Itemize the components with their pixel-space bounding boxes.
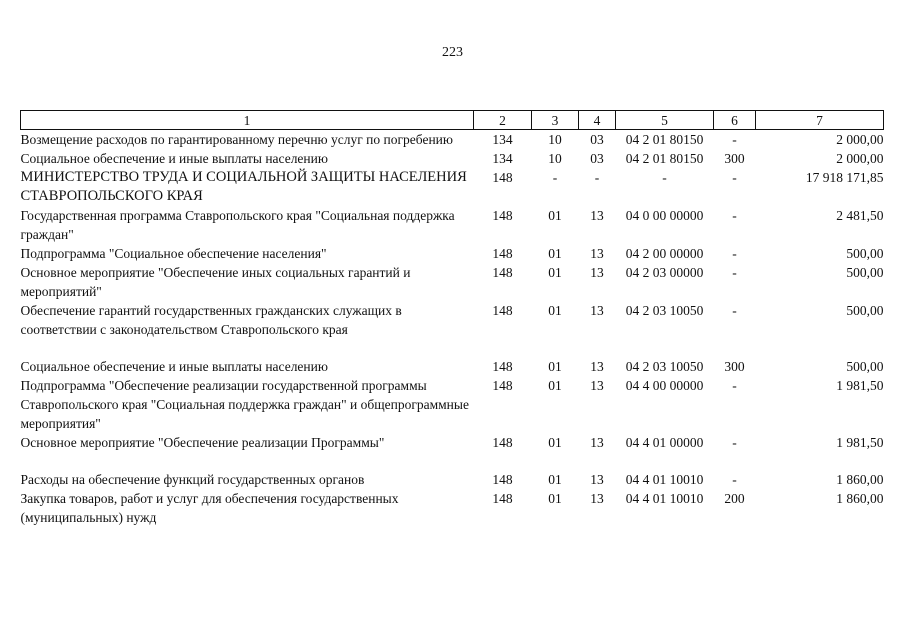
row-grbs: 148 (492, 246, 513, 261)
row-expense-type: 200 (724, 491, 745, 506)
row-section: 10 (548, 151, 562, 166)
row-subsection: 13 (590, 246, 604, 261)
row-amount: 2 000,00 (836, 132, 884, 147)
row-name: Подпрограмма "Обеспечение реализации государственной программы Ставропольского края "Социальная поддержка граждан" и общепрограммные мероприятия" (20, 378, 469, 431)
row-target-article: 04 4 01 10010 (625, 491, 704, 506)
row-expense-type: - (732, 170, 737, 185)
row-grbs: 148 (492, 491, 513, 506)
table-row (21, 357, 884, 376)
row-amount: 500,00 (846, 246, 884, 261)
row-grbs: 148 (492, 378, 513, 393)
row-subsection: 13 (590, 359, 604, 374)
row-grbs: 148 (492, 265, 513, 280)
row-amount: 500,00 (846, 359, 884, 374)
row-expense-type: - (732, 265, 737, 280)
budget-table (20, 110, 884, 527)
header-col-4: 4 (579, 111, 616, 130)
row-section: 01 (548, 472, 562, 487)
row-amount: 2 481,50 (836, 208, 884, 223)
row-grbs: 148 (492, 208, 513, 223)
row-section: - (552, 170, 558, 185)
header-col-7: 7 (756, 111, 884, 130)
row-expense-type: - (732, 208, 737, 223)
row-section: 01 (548, 491, 562, 506)
page-number: 223 (442, 45, 463, 60)
row-name: Обеспечение гарантий государственных гражданских служащих в соответствии с законодательством Ставропольского края (20, 303, 402, 337)
row-name: Закупка товаров, работ и услуг для обеспечения государственных (муниципальных) нужд (20, 491, 399, 525)
table-body (21, 130, 884, 528)
header-col-1: 1 (21, 111, 474, 130)
row-section: 01 (548, 246, 562, 261)
row-expense-type: 300 (724, 151, 745, 166)
row-section: 01 (548, 208, 562, 223)
header-col-6: 6 (714, 111, 756, 130)
row-name: Расходы на обеспечение функций государственных органов (20, 472, 365, 487)
row-target-article: 04 4 01 10010 (625, 472, 704, 487)
row-section: 01 (548, 303, 562, 318)
row-target-article: - (662, 170, 667, 185)
row-expense-type: - (732, 246, 737, 261)
row-amount: 1 981,50 (836, 378, 884, 393)
row-amount: 1 981,50 (836, 435, 884, 450)
row-subsection: - (594, 170, 600, 185)
row-target-article: 04 2 03 00000 (625, 265, 704, 280)
row-target-article: 04 4 01 00000 (625, 435, 704, 450)
row-target-article: 04 4 00 00000 (625, 378, 704, 393)
row-name: МИНИСТЕРСТВО ТРУДА И СОЦИАЛЬНОЙ ЗАЩИТЫ НАСЕЛЕНИЯ СТАВРОПОЛЬСКОГО КРАЯ (20, 169, 467, 204)
row-grbs: 148 (492, 359, 513, 374)
row-grbs: 148 (492, 472, 513, 487)
row-name: Социальное обеспечение и иные выплаты населению (20, 151, 328, 166)
row-grbs: 148 (492, 303, 513, 318)
row-expense-type: 300 (724, 359, 745, 374)
row-target-article: 04 2 03 10050 (625, 303, 704, 318)
row-subsection: 13 (590, 435, 604, 450)
row-target-article: 04 2 01 80150 (625, 151, 704, 166)
row-section: 01 (548, 265, 562, 280)
row-target-article: 04 2 00 00000 (625, 246, 704, 261)
row-section: 01 (548, 359, 562, 374)
table-row (21, 244, 884, 263)
row-amount: 2 000,00 (836, 151, 884, 166)
table-row (21, 470, 884, 489)
row-subsection: 03 (590, 132, 604, 147)
row-amount: 17 918 171,85 (805, 170, 884, 185)
table-row (21, 168, 884, 206)
table-row (21, 489, 884, 527)
row-subsection: 13 (590, 265, 604, 280)
row-target-article: 04 2 03 10050 (625, 359, 704, 374)
header-col-5: 5 (616, 111, 714, 130)
header-row (21, 111, 884, 130)
row-grbs: 134 (492, 132, 513, 147)
row-grbs: 134 (492, 151, 513, 166)
row-expense-type: - (732, 378, 737, 393)
row-section: 01 (548, 435, 562, 450)
row-amount: 1 860,00 (836, 472, 884, 487)
row-subsection: 13 (590, 472, 604, 487)
table-row (21, 376, 884, 433)
row-target-article: 04 0 00 00000 (625, 208, 704, 223)
header-col-3: 3 (532, 111, 579, 130)
table-row (21, 301, 884, 357)
row-grbs: 148 (492, 170, 513, 185)
row-subsection: 13 (590, 378, 604, 393)
table-row (21, 149, 884, 168)
row-name: Основное мероприятие "Обеспечение иных социальных гарантий и мероприятий" (20, 265, 411, 299)
row-expense-type: - (732, 132, 737, 147)
header-col-2: 2 (474, 111, 532, 130)
row-grbs: 148 (492, 435, 513, 450)
row-amount: 500,00 (846, 303, 884, 318)
row-subsection: 13 (590, 491, 604, 506)
row-name: Социальное обеспечение и иные выплаты населению (20, 359, 328, 374)
row-expense-type: - (732, 303, 737, 318)
table-row (21, 263, 884, 301)
row-expense-type: - (732, 472, 737, 487)
row-subsection: 03 (590, 151, 604, 166)
row-name: Основное мероприятие "Обеспечение реализации Программы" (20, 435, 385, 450)
row-section: 01 (548, 378, 562, 393)
row-amount: 1 860,00 (836, 491, 884, 506)
table-row (21, 130, 884, 150)
row-expense-type: - (732, 435, 737, 450)
row-amount: 500,00 (846, 265, 884, 280)
table-row (21, 433, 884, 470)
row-name: Возмещение расходов по гарантированному перечню услуг по погребению (20, 132, 453, 147)
row-subsection: 13 (590, 208, 604, 223)
table-header (21, 111, 884, 130)
row-name: Государственная программа Ставропольского края "Социальная поддержка граждан" (20, 208, 455, 242)
row-subsection: 13 (590, 303, 604, 318)
row-section: 10 (548, 132, 562, 147)
table-row (21, 206, 884, 244)
row-target-article: 04 2 01 80150 (625, 132, 704, 147)
row-name: Подпрограмма "Социальное обеспечение населения" (20, 246, 327, 261)
